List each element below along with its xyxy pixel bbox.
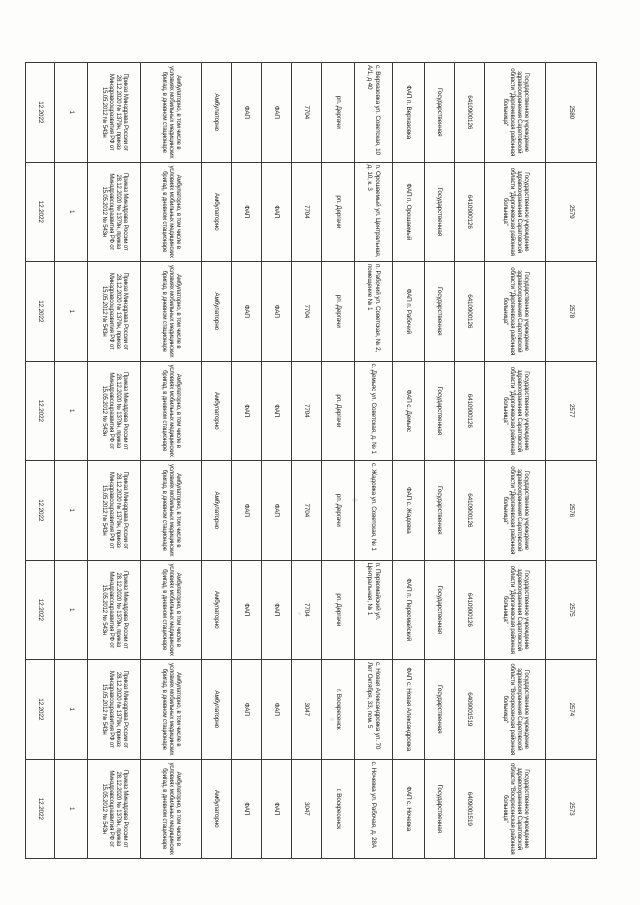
facility-name-cell: ФАП с. Демьяс <box>393 361 425 461</box>
inn-cell: 6410900126 <box>455 63 485 163</box>
ownership-cell: Государственная <box>425 361 455 461</box>
table-row <box>262 63 292 859</box>
count-cell: 1 <box>55 461 88 561</box>
table-row <box>202 63 232 859</box>
address-cell: с. Новая Александровка ул. 70 Лет Октября, 33, пом. 5 <box>355 660 393 760</box>
count-cell: 1 <box>55 262 88 362</box>
inn-cell: 6410900126 <box>455 560 485 660</box>
facility-subtype-cell: ФАП <box>232 759 262 859</box>
facility-type-cell: ФАП <box>262 63 292 163</box>
organization-cell: Государственное учреждение здравоохранения Саратовской области "Воскресенская районная больница" <box>485 759 546 859</box>
care-form-cell: Амбулаторно <box>202 461 232 561</box>
care-form-cell: Амбулаторно <box>202 759 232 859</box>
count-cell: 1 <box>55 560 88 660</box>
care-form-cell: Амбулаторно <box>202 560 232 660</box>
address-cell: п. Первомайский ул. Центральная, № 1 <box>355 560 393 660</box>
inn-cell: 6410900126 <box>455 361 485 461</box>
facility-name-cell: ФАП п. Орошаемый <box>393 162 425 262</box>
date-cell: 12.2022 <box>26 361 55 461</box>
code-cell: 3047 <box>292 660 322 760</box>
facility-name-cell: ФАП с. Ночевка <box>393 759 425 859</box>
date-cell: 12.2022 <box>26 660 55 760</box>
table-row <box>546 63 597 859</box>
count-cell: 1 <box>55 759 88 859</box>
ownership-cell: Государственная <box>425 162 455 262</box>
code-cell: 7704 <box>292 162 322 262</box>
care-conditions-cell: Амбулаторно, в том числе в условиях мобильных медицинских бригад, в дневном стационаре <box>141 262 202 362</box>
code-cell: 3047 <box>292 759 322 859</box>
organization-cell: Государственное учреждение здравоохранения Саратовской области "Дергачевская районная больница" <box>485 63 546 163</box>
ownership-cell: Государственная <box>425 660 455 760</box>
organization-cell: Государственное учреждение здравоохранения Саратовской области "Дергачевская районная больница" <box>485 461 546 561</box>
care-conditions-cell: Амбулаторно, в том числе в условиях мобильных медицинских бригад, в дневном стационаре <box>141 660 202 760</box>
date-cell: 12.2022 <box>26 759 55 859</box>
facility-name-cell: ФАП п. Верхазовка <box>393 63 425 163</box>
facility-subtype-cell: ФАП <box>232 63 262 163</box>
facility-subtype-cell: ФАП <box>232 560 262 660</box>
count-cell: 1 <box>55 162 88 262</box>
date-cell: 12.2022 <box>26 461 55 561</box>
facility-subtype-cell: ФАП <box>232 660 262 760</box>
code-cell: 7704 <box>292 361 322 461</box>
care-form-cell: Амбулаторно <box>202 361 232 461</box>
table-row <box>485 63 546 859</box>
table-row <box>322 63 355 859</box>
locality-cell: г. Воскресенск <box>322 759 355 859</box>
date-cell: 12.2022 <box>26 63 55 163</box>
care-conditions-cell: Амбулаторно, в том числе в условиях мобильных медицинских бригад, в дневном стационаре <box>141 461 202 561</box>
facility-subtype-cell: ФАП <box>232 162 262 262</box>
ownership-cell: Государственная <box>425 262 455 362</box>
care-form-cell: Амбулаторно <box>202 660 232 760</box>
locality-cell: рп. Дергачи <box>322 560 355 660</box>
record-id-cell: 2578 <box>546 262 597 362</box>
date-cell: 12.2022 <box>26 560 55 660</box>
inn-cell: 6410900126 <box>455 461 485 561</box>
table-row <box>292 63 322 859</box>
inn-cell: 6409001519 <box>455 660 485 760</box>
locality-cell: рп. Дергачи <box>322 461 355 561</box>
locality-cell: рп. Дергачи <box>322 361 355 461</box>
table-body <box>26 63 597 859</box>
care-conditions-cell: Амбулаторно, в том числе в условиях мобильных медицинских бригад, в дневном стационаре <box>141 162 202 262</box>
ownership-cell: Государственная <box>425 63 455 163</box>
count-cell: 1 <box>55 63 88 163</box>
facility-name-cell: ФАП п. Рабочий <box>393 262 425 362</box>
organization-cell: Государственное учреждение здравоохранения Саратовской области "Дергачевская районная больница" <box>485 560 546 660</box>
facility-type-cell: ФАП <box>262 262 292 362</box>
regulation-cell: Приказ Минздрава России от 28.12.2020 № 1379н, приказ Минздравсоцразвития РФ от 15.05.2012 № 543н <box>88 759 141 859</box>
care-conditions-cell: Амбулаторно, в том числе в условиях мобильных медицинских бригад, в дневном стационаре <box>141 361 202 461</box>
table-row <box>26 63 55 859</box>
address-cell: с. Демьяс ул. Советская, д. № 1 <box>355 361 393 461</box>
table-row <box>355 63 393 859</box>
regulation-cell: Приказ Минздрава России от 28.12.2020 № 1379н, приказ Минздравсоцразвития РФ от 15.05.2012 № 543н <box>88 361 141 461</box>
care-form-cell: Амбулаторно <box>202 262 232 362</box>
locality-cell: рп. Дергачи <box>322 63 355 163</box>
table-row <box>455 63 485 859</box>
record-id-cell: 2576 <box>546 461 597 561</box>
record-id-cell: 2579 <box>546 162 597 262</box>
count-cell: 1 <box>55 660 88 760</box>
care-conditions-cell: Амбулаторно, в том числе в условиях мобильных медицинских бригад, в дневном стационаре <box>141 63 202 163</box>
date-cell: 12.2022 <box>26 162 55 262</box>
care-form-cell: Амбулаторно <box>202 63 232 163</box>
medical-facilities-table <box>25 62 597 859</box>
facility-name-cell: ФАП с. Жадовка <box>393 461 425 561</box>
facility-type-cell: ФАП <box>262 461 292 561</box>
organization-cell: Государственное учреждение здравоохранения Саратовской области "Воскресенская районная больница" <box>485 660 546 760</box>
record-id-cell: 2575 <box>546 560 597 660</box>
facility-type-cell: ФАП <box>262 660 292 760</box>
facility-name-cell: ФАП с. Новая Александровка <box>393 660 425 760</box>
regulation-cell: Приказ Минздрава России от 28.12.2020 № 1379н, приказ Минздравсоцразвития РФ от 15.05.2012 № 543н <box>88 63 141 163</box>
care-form-cell: Амбулаторно <box>202 162 232 262</box>
facility-type-cell: ФАП <box>262 560 292 660</box>
ownership-cell: Государственная <box>425 560 455 660</box>
address-cell: с. Жадовка ул. Советская, № 1 <box>355 461 393 561</box>
facility-type-cell: ФАП <box>262 162 292 262</box>
facility-subtype-cell: ФАП <box>232 361 262 461</box>
locality-cell: рп. Дергачи <box>322 262 355 362</box>
ownership-cell: Государственная <box>425 759 455 859</box>
record-id-cell: 2580 <box>546 63 597 163</box>
inn-cell: 6410900126 <box>455 162 485 262</box>
organization-cell: Государственное учреждение здравоохранения Саратовской области "Дергачевская районная больница" <box>485 162 546 262</box>
date-cell: 12.2022 <box>26 262 55 362</box>
table-row <box>232 63 262 859</box>
regulation-cell: Приказ Минздрава России от 28.12.2020 № 1379н, приказ Минздравсоцразвития РФ от 15.05.2012 № 543н <box>88 162 141 262</box>
organization-cell: Государственное учреждение здравоохранения Саратовской области "Дергачевская районная больница" <box>485 361 546 461</box>
rotated-table-wrapper <box>36 62 597 859</box>
facility-subtype-cell: ФАП <box>232 461 262 561</box>
code-cell: 7704 <box>292 461 322 561</box>
record-id-cell: 2574 <box>546 660 597 760</box>
locality-cell: г. Воскресенск <box>322 660 355 760</box>
record-id-cell: 2573 <box>546 759 597 859</box>
inn-cell: 6410900126 <box>455 262 485 362</box>
address-cell: п. Рабочий ул. Советская, № 2, помещение № 1 <box>355 262 393 362</box>
code-cell: 7704 <box>292 560 322 660</box>
care-conditions-cell: Амбулаторно, в том числе в условиях мобильных медицинских бригад, в дневном стационаре <box>141 759 202 859</box>
address-cell: с. Ночевка ул. Рабочая, д. 28А <box>355 759 393 859</box>
care-conditions-cell: Амбулаторно, в том числе в условиях мобильных медицинских бригад, в дневном стационаре <box>141 560 202 660</box>
facility-subtype-cell: ФАП <box>232 262 262 362</box>
facility-type-cell: ФАП <box>262 759 292 859</box>
code-cell: 7704 <box>292 63 322 163</box>
locality-cell: рп. Дергачи <box>322 162 355 262</box>
table-row <box>425 63 455 859</box>
regulation-cell: Приказ Минздрава России от 28.12.2020 № 1379н, приказ Минздравсоцразвития РФ от 15.05.2012 № 543н <box>88 262 141 362</box>
ownership-cell: Государственная <box>425 461 455 561</box>
table-row <box>88 63 141 859</box>
inn-cell: 6409001519 <box>455 759 485 859</box>
table-row <box>393 63 425 859</box>
address-cell: п. Орошаемый ул. Центральная, д. 10, к. 3 <box>355 162 393 262</box>
regulation-cell: Приказ Минздрава России от 28.12.2020 № 1379н, приказ Минздравсоцразвития РФ от 15.05.2012 № 543н <box>88 560 141 660</box>
address-cell: с. Верхазовка ул. Советская, 10 А/1, д 40 <box>355 63 393 163</box>
facility-type-cell: ФАП <box>262 361 292 461</box>
code-cell: 7704 <box>292 262 322 362</box>
regulation-cell: Приказ Минздрава России от 28.12.2020 № 1379н, приказ Минздравсоцразвития РФ от 15.05.2012 № 543н <box>88 660 141 760</box>
regulation-cell: Приказ Минздрава России от 28.12.2020 № 1379н, приказ Минздравсоцразвития РФ от 15.05.2012 № 543н <box>88 461 141 561</box>
record-id-cell: 2577 <box>546 361 597 461</box>
organization-cell: Государственное учреждение здравоохранения Саратовской области "Дергачевская районная больница" <box>485 262 546 362</box>
table-row <box>55 63 88 859</box>
table-row <box>141 63 202 859</box>
facility-name-cell: ФАП п. Первомайский <box>393 560 425 660</box>
count-cell: 1 <box>55 361 88 461</box>
